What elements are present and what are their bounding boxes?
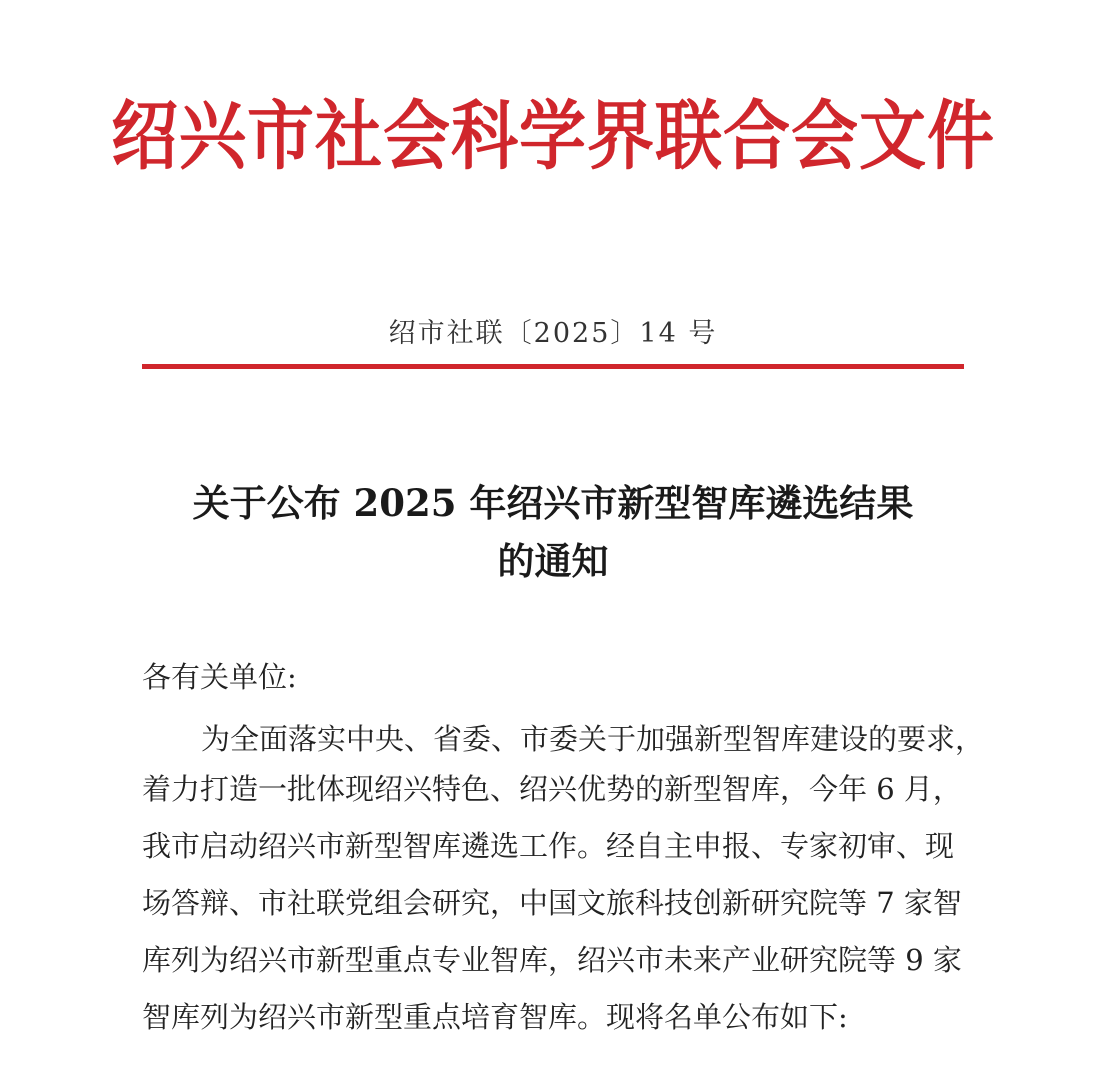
body-line-5: 库列为绍兴市新型重点专业智库，绍兴市未来产业研究院等 9 家 bbox=[142, 943, 962, 977]
notice-title-line-2: 的通知 bbox=[497, 539, 609, 583]
document-number: 绍市社联〔2025〕14 号 bbox=[388, 318, 718, 349]
document-header-title: 绍兴市社会科学界联合会文件 bbox=[111, 92, 995, 180]
body-line-3: 我市启动绍兴市新型智库遴选工作。经自主申报、专家初审、现 bbox=[142, 829, 955, 863]
body-line-4: 场答辩、市社联党组会研究，中国文旅科技创新研究院等 7 家智 bbox=[142, 886, 962, 920]
notice-title bbox=[0, 474, 1106, 590]
body-line-1: 为全面落实中央、省委、市委关于加强新型智库建设的要求， bbox=[201, 722, 985, 756]
body-line-2: 着力打造一批体现绍兴特色、绍兴优势的新型智库，今年 6 月， bbox=[142, 772, 962, 806]
body-line-6: 智库列为绍兴市新型重点培育智库。现将名单公布如下: bbox=[142, 1000, 848, 1034]
header-red-rule bbox=[142, 364, 964, 369]
notice-title-line-1: 关于公布 2025 年绍兴市新型智库遴选结果 bbox=[192, 481, 914, 525]
salutation: 各有关单位: bbox=[142, 660, 297, 694]
